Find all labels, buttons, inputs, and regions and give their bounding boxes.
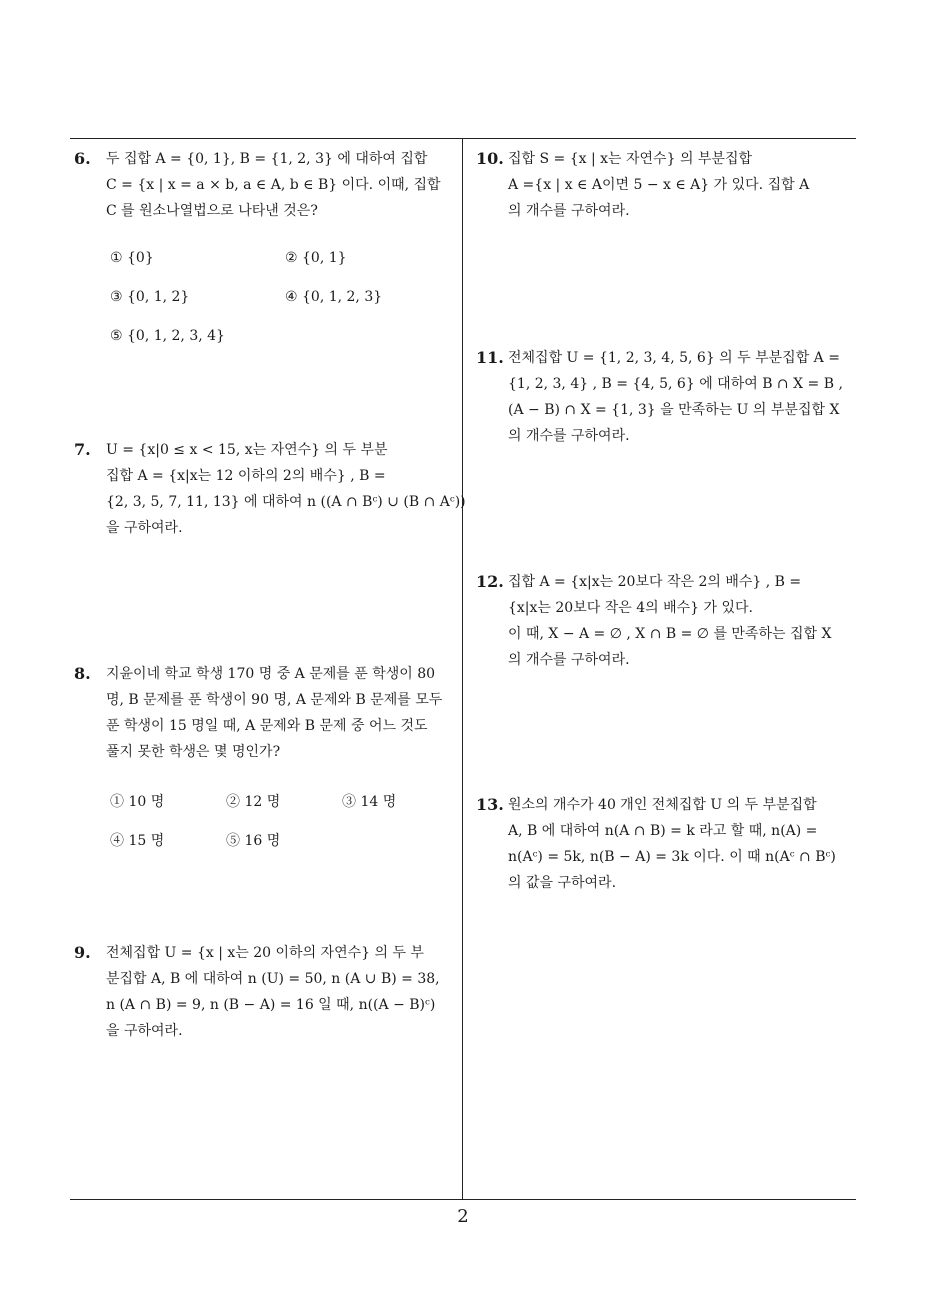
question-number: 12.	[476, 572, 504, 591]
question-line: A, B 에 대하여 n(A ∩ B) = k 라고 할 때, n(A) =	[508, 823, 818, 839]
question-line: 전체집합 U = {x | x는 20 이하의 자연수} 의 두 부	[106, 945, 424, 961]
question-line: 의 개수를 구하여라.	[508, 203, 630, 219]
question-number: 6.	[74, 149, 91, 168]
question-line: n (A ∩ B) = 9, n (B − A) = 16 일 때, n((A − B)ᶜ)	[106, 997, 436, 1013]
question-text	[106, 146, 458, 224]
question-7	[74, 437, 464, 547]
question-line: C = {x | x = a × b, a ∈ A, b ∈ B} 이다. 이때, 집합	[106, 177, 441, 193]
question-8	[74, 661, 464, 771]
answer-choice[interactable]: ③ {0, 1, 2}	[110, 289, 190, 305]
answer-choice[interactable]: ④ 15 명	[110, 833, 165, 849]
question-line: {x|x는 20보다 작은 4의 배수} 가 있다.	[508, 600, 753, 616]
question-line: 명, B 문제를 푼 학생이 90 명, A 문제와 B 문제를 모두	[106, 692, 443, 708]
question-number: 9.	[74, 943, 91, 962]
question-text	[106, 940, 458, 1044]
question-line: 전체집합 U = {1, 2, 3, 4, 5, 6} 의 두 부분집합 A =	[508, 350, 840, 366]
question-line: A ={x | x ∈ A이면 5 − x ∈ A} 가 있다. 집합 A	[508, 177, 810, 193]
question-line: 이 때, X − A = ∅ , X ∩ B = ∅ 를 만족하는 집합 X	[508, 626, 832, 642]
question-line: 의 개수를 구하여라.	[508, 428, 630, 444]
question-line: {1, 2, 3, 4} , B = {4, 5, 6} 에 대하여 B ∩ X = B ,	[508, 376, 843, 392]
question-line: 집합 S = {x | x는 자연수} 의 부분집합	[508, 151, 753, 167]
answer-choice[interactable]: ② 12 명	[226, 794, 281, 810]
question-number: 10.	[476, 149, 504, 168]
question-text	[508, 146, 858, 224]
question-number: 11.	[476, 348, 504, 367]
question-line: U = {x|0 ≤ x < 15, x는 자연수} 의 두 부분	[106, 442, 388, 458]
bottom-rule	[70, 1199, 856, 1200]
question-line: {2, 3, 5, 7, 11, 13} 에 대하여 n ((A ∩ Bᶜ) ∪ (B ∩ Aᶜ))	[106, 494, 466, 510]
question-line: n(Aᶜ) = 5k, n(B − A) = 3k 이다. 이 때 n(Aᶜ ∩ Bᶜ)	[508, 849, 836, 865]
question-line: 두 집합 A = {0, 1}, B = {1, 2, 3} 에 대하여 집합	[106, 151, 428, 167]
question-number: 7.	[74, 440, 91, 459]
question-9	[74, 940, 464, 1050]
top-rule	[70, 138, 856, 139]
answer-choice[interactable]: ⑤ {0, 1, 2, 3, 4}	[110, 328, 225, 344]
question-line: 지윤이네 학교 학생 170 명 중 A 문제를 푼 학생이 80	[106, 666, 436, 682]
question-line: 원소의 개수가 40 개인 전체집합 U 의 두 부분집합	[508, 797, 817, 813]
answer-choice[interactable]: ② {0, 1}	[285, 250, 347, 266]
question-line: 의 개수를 구하여라.	[508, 652, 630, 668]
question-text	[508, 792, 858, 896]
question-11	[476, 345, 866, 455]
question-12	[476, 569, 866, 679]
question-line: 푼 학생이 15 명일 때, A 문제와 B 문제 중 어느 것도	[106, 718, 428, 734]
question-line: (A − B) ∩ X = {1, 3} 을 만족하는 U 의 부분집합 X	[508, 402, 840, 418]
page-number: 2	[457, 1206, 469, 1227]
question-number: 8.	[74, 664, 91, 683]
question-13	[476, 792, 866, 902]
question-line: 집합 A = {x|x는 20보다 작은 2의 배수} , B =	[508, 574, 802, 590]
question-text	[508, 569, 858, 673]
question-number: 13.	[476, 795, 504, 814]
answer-choice[interactable]: ① {0}	[110, 250, 154, 266]
question-line: 분집합 A, B 에 대하여 n (U) = 50, n (A ∪ B) = 38,	[106, 971, 440, 987]
answer-choice[interactable]: ⑤ 16 명	[226, 833, 281, 849]
question-line: C 를 원소나열법으로 나타낸 것은?	[106, 203, 318, 219]
question-text	[106, 661, 458, 765]
question-text	[106, 437, 466, 541]
question-text	[508, 345, 858, 449]
answer-choice[interactable]: ③ 14 명	[342, 794, 397, 810]
question-line: 을 구하여라.	[106, 1023, 183, 1039]
question-line: 집합 A = {x|x는 12 이하의 2의 배수} , B =	[106, 468, 386, 484]
answer-choice[interactable]: ① 10 명	[110, 794, 165, 810]
question-10	[476, 146, 866, 236]
question-line: 을 구하여라.	[106, 520, 183, 536]
question-6	[74, 146, 464, 236]
question-line: 의 값을 구하여라.	[508, 875, 617, 891]
question-line: 풀지 못한 학생은 몇 명인가?	[106, 744, 281, 760]
answer-choice[interactable]: ④ {0, 1, 2, 3}	[285, 289, 383, 305]
